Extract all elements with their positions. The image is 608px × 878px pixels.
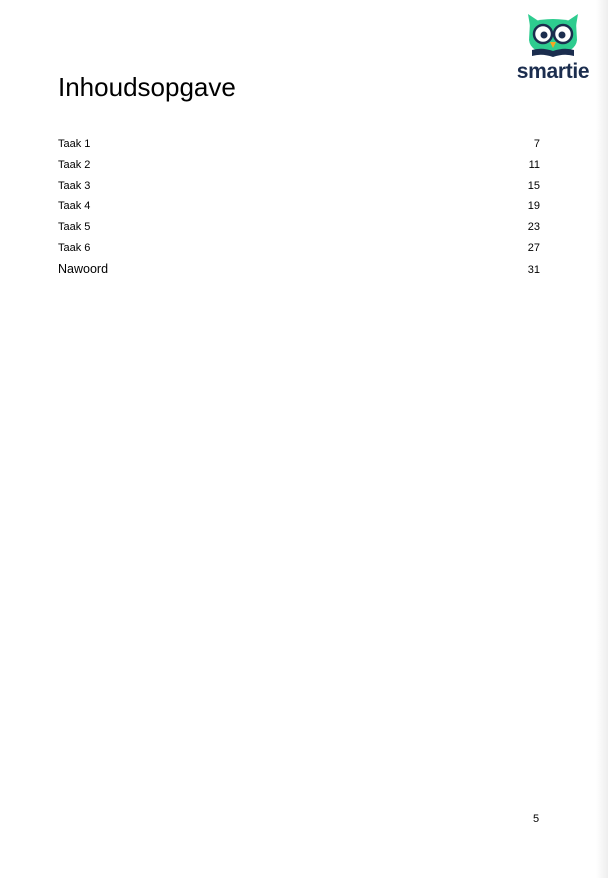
toc-entry-page: 11 xyxy=(528,158,540,171)
page-title: Inhoudsopgave xyxy=(58,72,236,102)
toc-entry-page: 7 xyxy=(533,138,540,150)
page-number: 5 xyxy=(532,813,540,825)
toc-entry[interactable] xyxy=(58,155,540,176)
table-of-contents xyxy=(58,134,540,280)
toc-entry[interactable] xyxy=(58,238,540,259)
page-edge-shadow xyxy=(596,0,608,878)
logo-wordmark: smartie xyxy=(516,60,590,83)
toc-entry-page: 15 xyxy=(527,179,540,192)
toc-entry[interactable] xyxy=(58,176,540,197)
toc-entry[interactable] xyxy=(58,259,540,280)
toc-entry[interactable] xyxy=(58,217,540,238)
toc-entry-label: Taak 5 xyxy=(58,221,91,234)
owl-icon xyxy=(520,10,586,60)
toc-entry[interactable] xyxy=(58,134,540,155)
toc-entry-label: Nawoord xyxy=(58,261,109,276)
toc-entry-page: 31 xyxy=(527,263,540,276)
smartie-logo xyxy=(514,10,592,86)
toc-entry-label: Taak 4 xyxy=(58,200,91,213)
toc-entry-label: Taak 3 xyxy=(58,179,91,192)
toc-entry-page: 27 xyxy=(527,241,540,254)
toc-entry-page: 19 xyxy=(527,200,540,213)
toc-entry[interactable] xyxy=(58,196,540,217)
toc-entry-label: Taak 1 xyxy=(58,138,91,150)
toc-entry-label: Taak 6 xyxy=(58,241,91,254)
toc-entry-page: 23 xyxy=(527,221,540,234)
toc-entry-label: Taak 2 xyxy=(58,158,91,171)
